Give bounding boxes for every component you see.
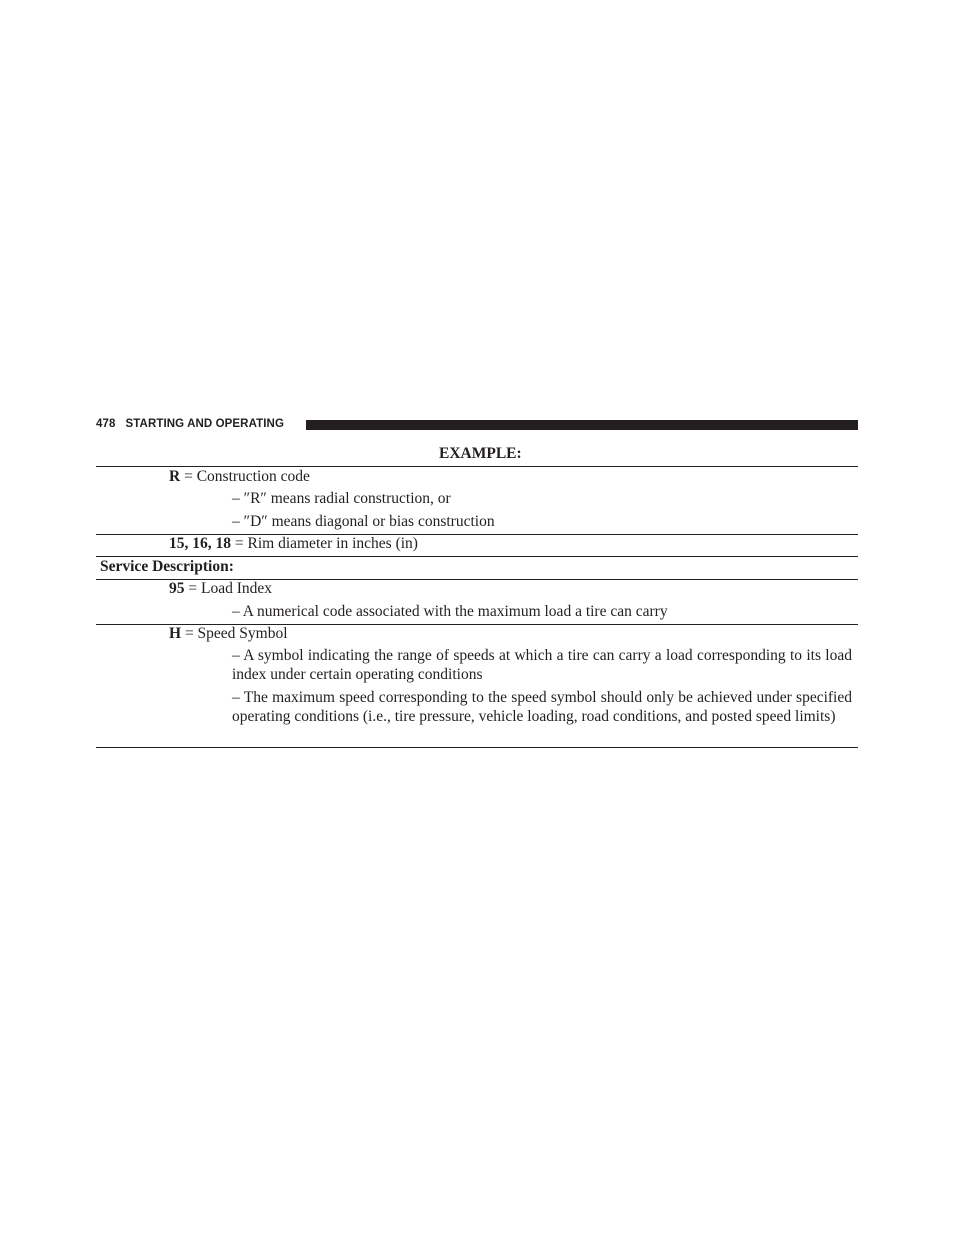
page-header: [96, 418, 284, 430]
page-number: 478: [96, 418, 116, 430]
label: = Speed Symbol: [184, 625, 288, 642]
code: R: [169, 468, 181, 485]
label: = Load Index: [188, 580, 273, 597]
table-title: EXAMPLE:: [439, 445, 522, 462]
label: = Construction code: [184, 468, 310, 485]
header-bar: [306, 420, 858, 430]
load-index-row: [169, 579, 272, 598]
service-description-heading: Service Description:: [100, 558, 234, 575]
section-title: STARTING AND OPERATING: [125, 418, 285, 430]
construction-code-row: [169, 467, 310, 486]
code: 15, 16, 18: [169, 535, 231, 552]
list-item: – ″R″ means radial construction, or: [232, 490, 451, 507]
label: = Rim diameter in inches (in): [234, 535, 418, 552]
list-item: – A symbol indicating the range of speeds at which a tire can carry a load corresponding to its load index under certain operating conditions: [232, 647, 852, 683]
list-item: – A numerical code associated with the maximum load a tire can carry: [232, 603, 668, 620]
speed-symbol-row: [169, 624, 288, 643]
code: H: [169, 625, 182, 642]
code: 95: [169, 580, 185, 597]
list-item: – The maximum speed corresponding to the speed symbol should only be achieved under specified operating conditions (i.e., tire pressure, vehicle loading, road conditions, and posted speed limits): [232, 689, 852, 725]
list-item: – ″D″ means diagonal or bias construction: [232, 513, 495, 530]
divider: [96, 747, 858, 748]
rim-row: [169, 534, 418, 553]
